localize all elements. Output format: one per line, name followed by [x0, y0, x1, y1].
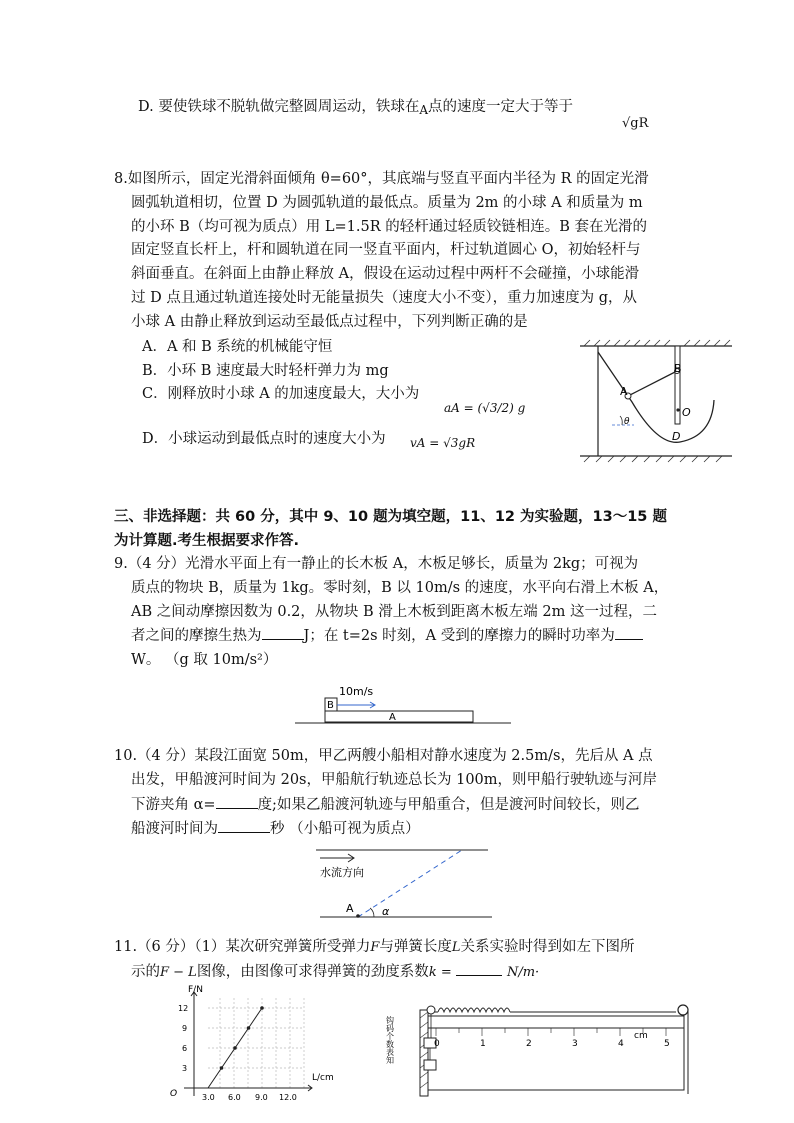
q10-line-4: 船渡河时间为 秒 （小船可视为质点） [114, 817, 657, 842]
q8-fig-label-theta: θ [624, 417, 630, 427]
q8-fig-label-a: A [620, 385, 628, 398]
q10-fig-flow-label: 水流方向 [320, 866, 364, 879]
q10-blank-2[interactable] [218, 817, 270, 833]
q8-option-d: D．小球运动到最低点时的速度大小为 [142, 431, 386, 447]
q8-fig-label-b: B [674, 362, 682, 375]
q11-fl-graph [164, 984, 344, 1102]
q9-fig-speed: 10m/s [339, 685, 374, 698]
section-3-line-2: 为计算题.考生根据要求作答. [114, 532, 300, 549]
q9-figure [293, 683, 513, 727]
q8-option-a: A．A 和 B 系统的机械能守恒 [142, 339, 333, 355]
q9-line-2: 质点的物块 B，质量为 1kg。零时刻，B 以 10m/s 的速度，水平向右滑上木板 A， [131, 579, 669, 596]
q11-ruler-unit: cm [634, 1031, 648, 1041]
q8-line-7: 小球 A 由静止释放到运动至最低点过程中，下列判断正确的是 [131, 313, 528, 330]
q11-ruler-tick-3: 3 [572, 1039, 578, 1049]
q7-option-d [138, 96, 573, 120]
section-3-heading [114, 506, 667, 554]
q9-line-1: 9.（4 分）光滑水平面上有一静止的长木板 A，木板足够长，质量为 2kg；可视为 [114, 556, 639, 572]
q9-blank-1[interactable] [262, 624, 304, 640]
q7-d-point: A [419, 103, 428, 117]
q10-line-1: 10.（4 分）某段江面宽 50m，甲乙两艘小船相对静水速度为 2.5m/s，先后从 A 点 [114, 748, 653, 764]
q11-ruler-tick-2: 2 [526, 1039, 532, 1049]
q10-fig-point-a: A [346, 902, 354, 915]
q11-graph-ylabel: F/N [188, 985, 203, 995]
q11-ruler-tick-5: 5 [664, 1039, 670, 1049]
q8-line-6: 过 D 点且通过轨道连接处时无能量损失（速度大小不变），重力加速度为 g，从 [131, 289, 637, 306]
q10-line-3: 下游夹角 α= 度;如果乙船渡河轨迹与甲船重合，但是渡河时间较长，则乙 [114, 793, 657, 818]
q10-stem [114, 745, 657, 842]
q9-line-5: W。 （g 取 10m/s²） [131, 652, 278, 669]
q11-blank-1[interactable] [456, 960, 502, 976]
q8-option-b: B．小环 B 速度最大时轻杆弹力为 mg [142, 363, 389, 379]
q11-graph-xtick-3: 3.0 [202, 1093, 215, 1102]
q11-line-2: 示的F − L图像，由图像可求得弹簧的劲度系数k = N/m· [114, 960, 635, 985]
q11-line-1: 11.（6 分）（1）某次研究弹簧所受弹力F与弹簧长度L关系实验时得到如左下图所 [114, 939, 635, 955]
q11-graph-ytick-9: 9 [182, 1024, 188, 1033]
q11-graph-xtick-6: 6.0 [228, 1093, 241, 1102]
q8-stem [114, 168, 684, 335]
q11-graph-origin: O [170, 1089, 178, 1099]
q11-ruler-tick-1: 1 [480, 1039, 486, 1049]
q8-option-c: C．刚释放时小球 A 的加速度最大，大小为 [142, 386, 420, 402]
q8-figure [576, 338, 736, 464]
q8-line-3: 的小环 B（均可视为质点）用 L=1.5R 的轻杆通过轻质铰链相连。B 套在光滑的 [131, 218, 648, 235]
q8-fig-label-o: O [682, 406, 691, 419]
q9-line-4: 者之间的摩擦生热为 J；在 t=2s 时刻，A 受到的摩擦力的瞬时功率为 [114, 624, 668, 649]
q7-d-formula: √gR [622, 116, 649, 131]
q11-graph-xtick-12: 12.0 [279, 1093, 297, 1102]
q7-d-text: D. 要使铁球不脱轨做完整圆周运动，铁球在 [138, 99, 420, 115]
q8-line-1: 8.如图所示，固定光滑斜面倾角 θ=60°，其底端与竖直平面内半径为 R 的固定光滑 [114, 171, 649, 187]
q11-stem [114, 936, 635, 985]
q8-option-d-formula: vA = √3gR [410, 436, 476, 450]
q11-graph-xlabel: L/cm [312, 1073, 334, 1083]
q10-blank-1[interactable] [216, 793, 258, 809]
q11-ruler-tick-0: 0 [434, 1039, 440, 1049]
q11-ruler-apparatus [384, 994, 696, 1098]
q10-figure [314, 846, 494, 922]
q9-stem [114, 553, 668, 673]
q11-graph-ytick-12: 12 [178, 1004, 189, 1013]
q9-blank-2[interactable] [615, 624, 643, 640]
q8-option-c-formula: aA = (√3/2) g [444, 401, 526, 415]
q10-fig-angle: α [382, 905, 390, 918]
q11-graph-ytick-6: 6 [182, 1044, 188, 1053]
q11-graph-ytick-3: 3 [182, 1064, 188, 1073]
q8-fig-label-d: D [672, 430, 681, 443]
q9-fig-board-a: A [389, 712, 396, 723]
q9-line-3: AB 之间动摩擦因数为 0.2，从物块 B 滑上木板到距离木板左端 2m 这一过程，二 [131, 603, 657, 620]
q11-ruler-side-text: 钩码个数表知 [385, 1016, 395, 1064]
q10-line-2: 出发，甲船渡河时间为 20s，甲船航行轨迹总长为 100m，则甲船行驶轨迹与河岸 [131, 771, 658, 788]
q8-line-4: 固定竖直长杆上，杆和圆轨道在同一竖直平面内，杆过轨道圆心 O，初始轻杆与 [131, 242, 641, 259]
q11-graph-xtick-9: 9.0 [255, 1093, 268, 1102]
q11-ruler-tick-4: 4 [618, 1039, 624, 1049]
q8-line-2: 圆弧轨道相切，位置 D 为圆弧轨道的最低点。质量为 2m 的小球 A 和质量为 m [131, 194, 643, 211]
section-3-line-1: 三、非选择题：共 60 分，其中 9、10 题为填空题，11、12 为实验题，13～15 题 [114, 509, 667, 525]
q7-d-text2: 点的速度一定大于等于 [428, 99, 573, 115]
q9-fig-block-b: B [327, 700, 334, 711]
q8-line-5: 斜面垂直。在斜面上由静止释放 A，假设在运动过程中两杆不会碰撞，小球能滑 [131, 266, 640, 283]
